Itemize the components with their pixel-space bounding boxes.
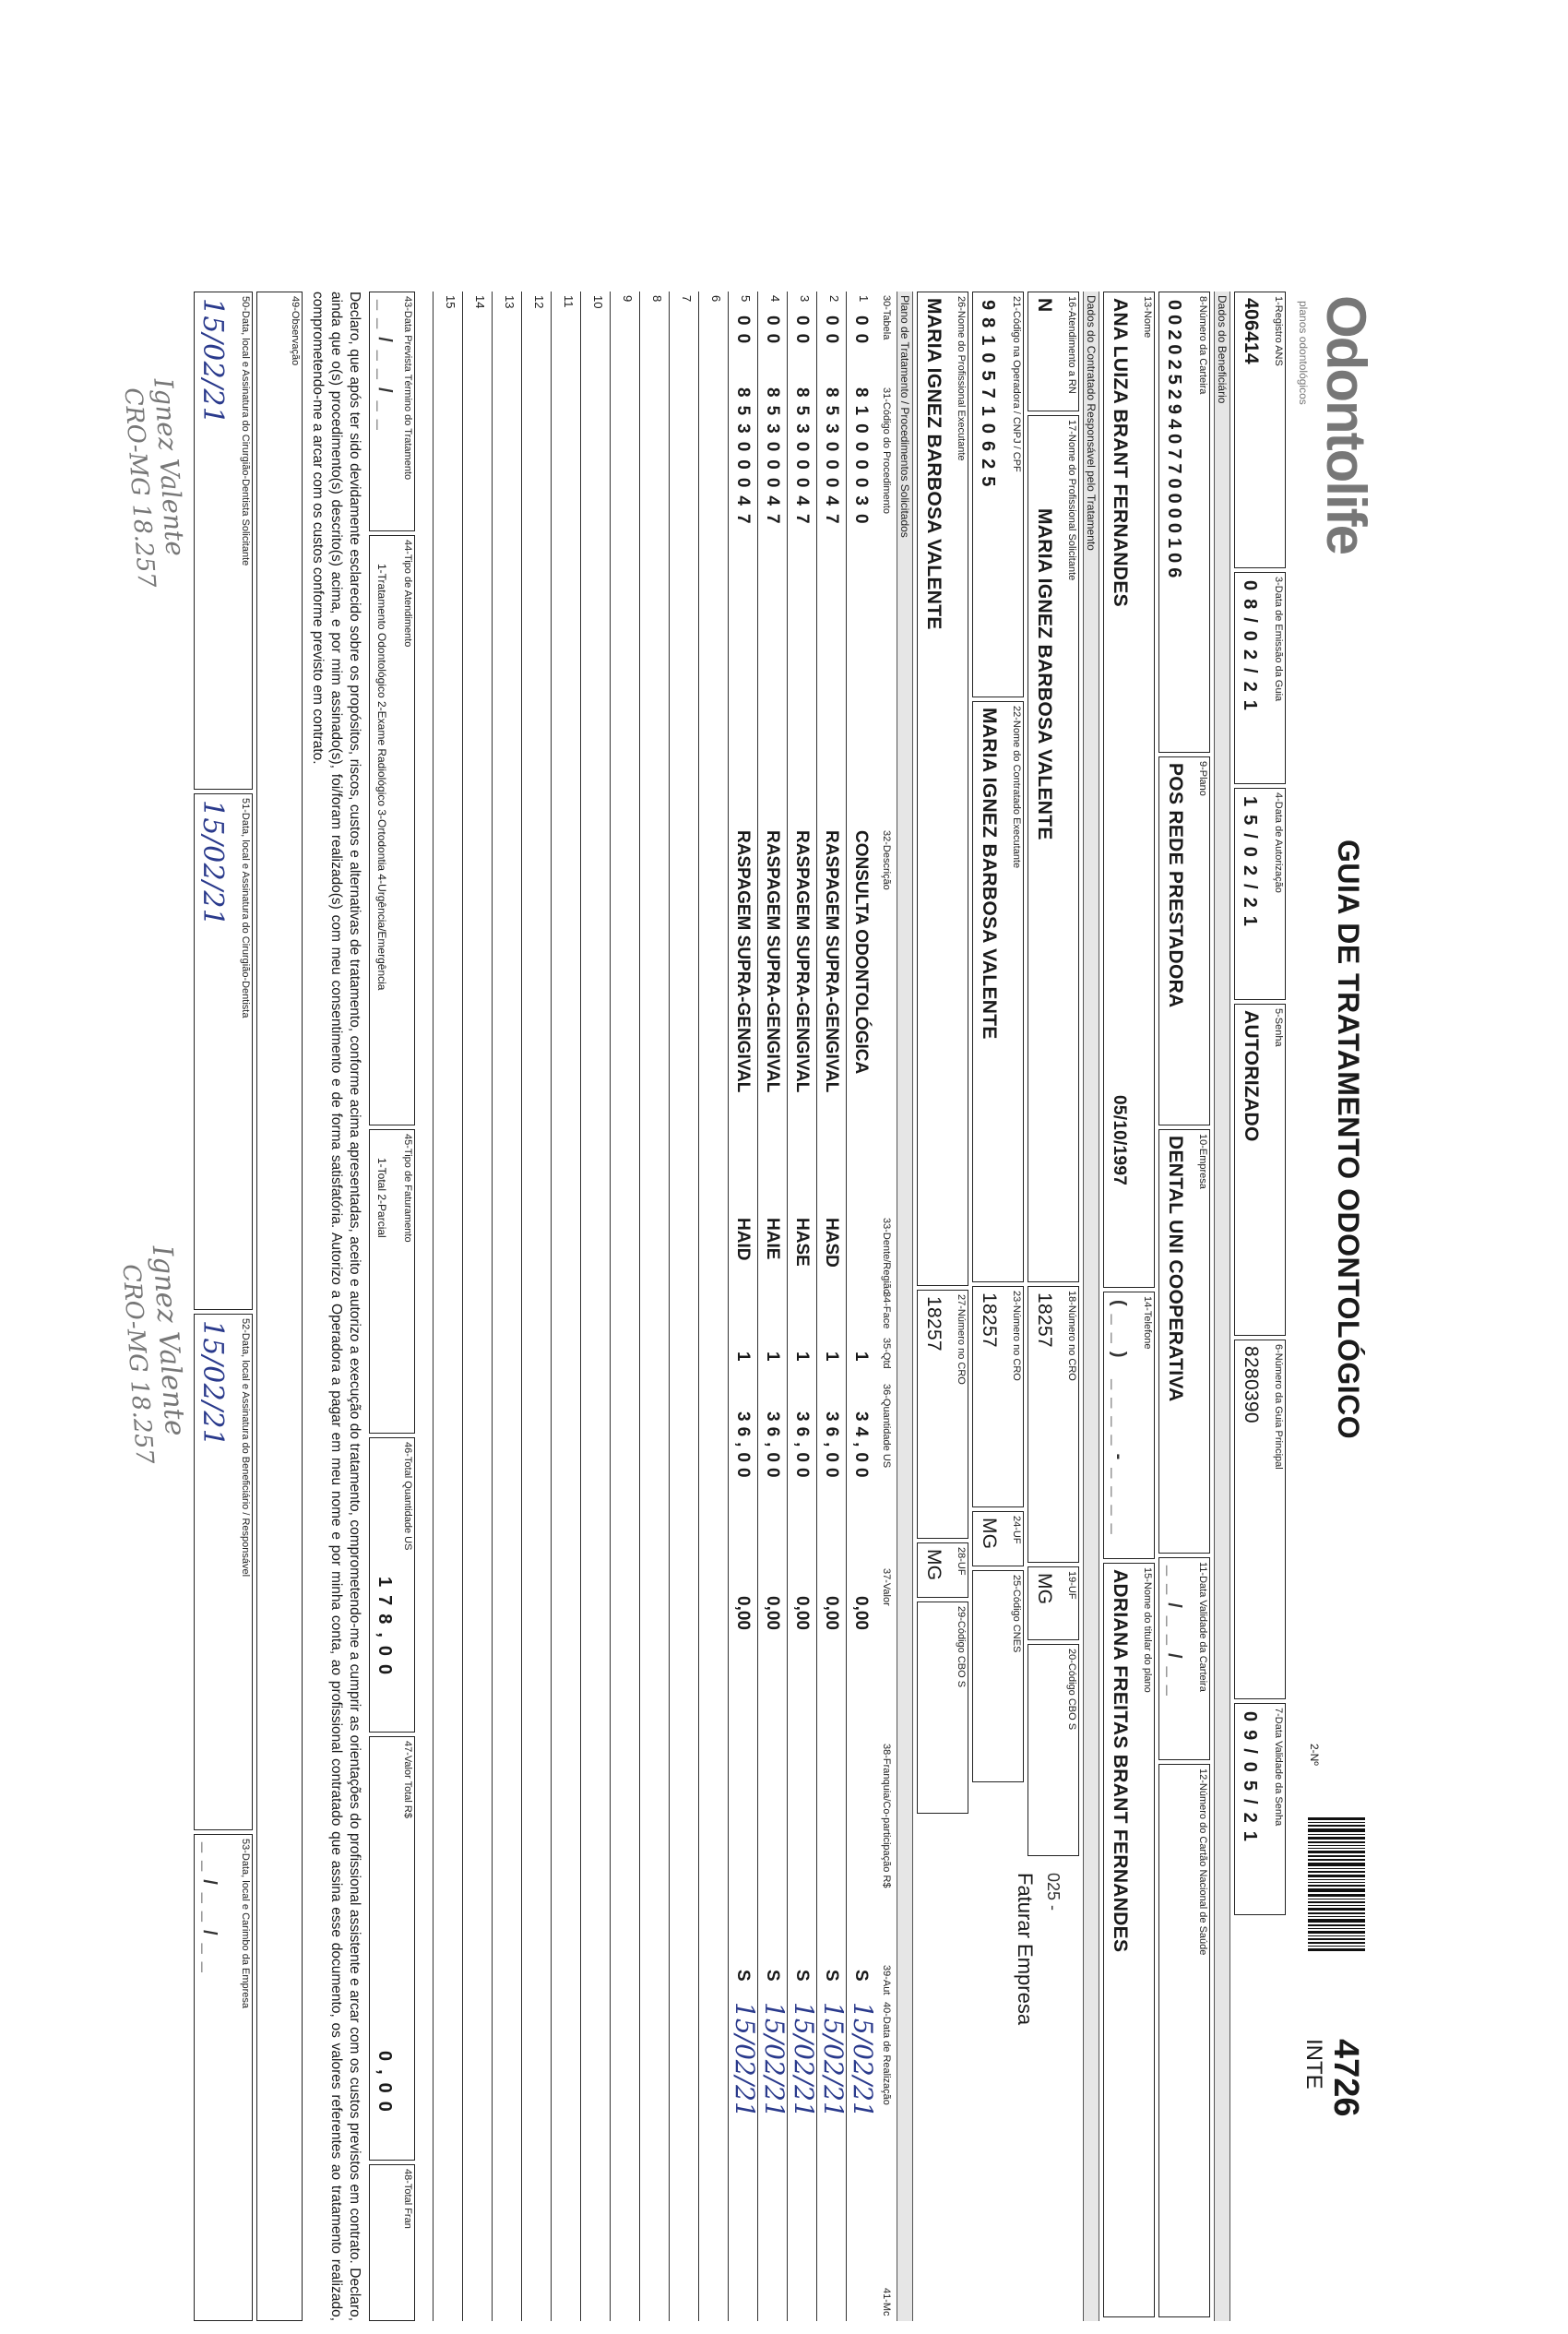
- col-descricao: 32-Descrição: [881, 830, 892, 890]
- dente-cell: HASE: [792, 1218, 812, 1267]
- stamp-name-1: Ignez Valente: [148, 377, 191, 557]
- declaracao-text: Declaro, que após ter sido devidamente esclarecido sobre os propósitos, riscos, custos e alternativas de tratamento, conforme acima apresentadas, aceito e autorizo a execução do tratamento, comprometendo-me a cumprir as orientações do profissional assistente e arcar com os custos previstos em contrato. Declaro, ainda que o(s) procedimento(s) descrito(s) acima, e por mim assinado(s), foi/foram realizado(s) com meu consentimento e de forma satisfatória. Autorizo a Operadora a pagar em meu nome e por minha conta, ao profissional contratado que assina esse documento, os valores referentes ao tratamento realizado, comprometendo-me a arcar com os custos conforme previsto em contrato.: [310, 292, 362, 2321]
- executante-field: 22-Nome do Contratado Executante MARIA IGNEZ BARBOSA VALENTE: [972, 701, 1024, 1282]
- row-underline: [433, 292, 434, 2321]
- row-number: 3: [798, 295, 812, 303]
- previsao-termino-field: 43-Data Prevista Término do Tratamento __/__/__: [369, 292, 415, 531]
- cnes-field: 25-Código CNES: [972, 1570, 1024, 1782]
- qtd-us-cell: 36,00: [733, 1411, 753, 1483]
- tabela-cell: 00: [851, 316, 871, 352]
- total-us-field: 46-Total Quantidade US 178,00: [369, 1437, 415, 1733]
- qtd-us-cell: 36,00: [763, 1411, 782, 1483]
- data-emissao-field: 3-Data de Emissão da Guia 08/02/21: [1234, 572, 1286, 784]
- cbo-note: 025 -: [1044, 1873, 1063, 1911]
- tipo-faturamento-field: 45-Tipo de Faturamento 1-Total 2-Parcial: [369, 1129, 415, 1434]
- page-title: GUIA DE TRATAMENTO ODONTOLÓGICO: [1332, 840, 1365, 1440]
- row-number: 13: [503, 295, 517, 309]
- data-realizacao-cell: 15/02/21: [759, 2002, 790, 2118]
- row-number: 10: [591, 295, 605, 309]
- col-codigo: 31-Código do Procedimento: [881, 387, 892, 514]
- aut-cell: S: [792, 1970, 812, 1982]
- assinatura-executante-field: 51-Data, local e Assinatura do Cirurgião-Dentista 15/02/21: [194, 793, 253, 1310]
- dente-cell: HAIE: [763, 1218, 782, 1260]
- guide-number-label: 2-Nº: [1308, 1744, 1321, 1766]
- row-number: 4: [768, 295, 782, 303]
- qtd-cell: 1: [763, 1352, 782, 1362]
- stamp-cro-2: CRO-MG 18.257: [116, 1263, 159, 1465]
- data-nascimento: 05/10/1997: [1110, 1095, 1129, 1186]
- codigo-cell: 85300047: [792, 387, 812, 532]
- col-dente: 33-Dente/Região: [881, 1218, 892, 1295]
- validade-senha-field: 7-Data Validade da Senha 09/05/21: [1234, 1703, 1286, 1915]
- data-realizacao-cell: 15/02/21: [818, 2002, 849, 2118]
- uf-exec-field: 24-UF MG: [972, 1511, 1024, 1566]
- cro-prof-field: 27-Número no CRO 18257: [917, 1290, 968, 1539]
- qtd-us-cell: 34,00: [851, 1411, 871, 1483]
- row-number: 12: [532, 295, 546, 309]
- col-face: 34-Face: [881, 1292, 892, 1329]
- guide-form: [0, 268, 1402, 2334]
- row-number: 8: [650, 295, 664, 303]
- solicitante-field: 17-Nome do Profissional Solicitante MARIA IGNEZ BARBOSA VALENTE: [1028, 415, 1079, 1282]
- row-underline: [728, 292, 729, 2321]
- plano-section: Plano de Tratamento / Procedimentos Solicitados: [897, 292, 913, 2321]
- faturar-empresa: Faturar Empresa: [1014, 1873, 1037, 2026]
- dente-cell: HAID: [733, 1218, 753, 1261]
- tabela-cell: 00: [763, 316, 782, 352]
- cns-field: 12-Número do Cartão Nacional de Saúde: [1158, 1764, 1210, 2317]
- row-number: 1: [857, 295, 871, 303]
- data-autorizacao-field: 4-Data de Autorização 15/02/21: [1234, 788, 1286, 1000]
- codigo-cell: 85300047: [733, 387, 753, 532]
- data-realizacao-cell: 15/02/21: [848, 2002, 878, 2118]
- qtd-us-cell: 36,00: [792, 1411, 812, 1483]
- franquia-total-field: 48-Total Fran: [369, 2164, 415, 2321]
- tabela-cell: 00: [822, 316, 841, 352]
- row-number: 15: [444, 295, 457, 309]
- descricao-cell: CONSULTA ODONTOLÓGICA: [851, 830, 871, 1075]
- col-data-realizacao: 40-Data de Realização: [881, 2002, 892, 2105]
- row-number: 7: [680, 295, 694, 303]
- cbo-field: 20-Código CBO S: [1028, 1644, 1079, 1856]
- guide-number: 4726: [1326, 2039, 1365, 2117]
- codigo-operadora-field: 21-Código na Operadora / CNPJ / CPF 98105710625: [972, 292, 1024, 697]
- titular-field: 15-Nome do titular do plano ADRIANA FREITAS BRANT FERNANDES: [1103, 1563, 1155, 2317]
- contratado-section: Dados do Contratado Responsável pelo Tratamento: [1083, 292, 1099, 2321]
- descricao-cell: RASPAGEM SUPRA-GENGIVAL: [733, 830, 753, 1093]
- qtd-cell: 1: [851, 1352, 871, 1362]
- barcode: [1308, 1817, 1365, 2020]
- row-underline: [551, 292, 552, 2321]
- col-aut: 39-Aut: [881, 1965, 892, 1995]
- aut-cell: S: [851, 1970, 871, 1982]
- col-tabela: 30-Tabela: [881, 295, 892, 340]
- row-underline: [492, 292, 493, 2321]
- row-underline: [639, 292, 640, 2321]
- col-qtd: 35-Qtd: [881, 1338, 892, 1369]
- carimbo-empresa-field: 53-Data, local e Carimbo da Empresa __/__/__: [194, 1834, 253, 2321]
- assinatura-beneficiario-field: 52-Data, local e Assinatura do Beneficiário / Responsável 15/02/21: [194, 1314, 253, 1830]
- row-underline: [669, 292, 670, 2321]
- logo-tagline: planos odontológicos: [1297, 301, 1310, 405]
- uf-prof-field: 28-UF MG: [917, 1542, 968, 1598]
- uf-field: 19-UF MG: [1028, 1566, 1079, 1640]
- col-valor: 37-Valor: [881, 1568, 892, 1606]
- guide-number-suffix: INTE: [1301, 2039, 1326, 2090]
- aut-cell: S: [822, 1970, 841, 1982]
- row-number: 2: [827, 295, 841, 303]
- descricao-cell: RASPAGEM SUPRA-GENGIVAL: [792, 830, 812, 1093]
- plano-field: 9-Plano POS REDE PRESTADORA: [1158, 756, 1210, 1125]
- observacao-field: 49-Observação: [256, 292, 303, 2321]
- stamp-cro-1: CRO-MG 18.257: [118, 387, 160, 589]
- qtd-cell: 1: [792, 1352, 812, 1362]
- descricao-cell: RASPAGEM SUPRA-GENGIVAL: [763, 830, 782, 1093]
- prof-exec-field: 26-Nome do Profissional Executante MARIA IGNEZ BARBOSA VALENTE: [917, 292, 968, 1286]
- qtd-cell: 1: [733, 1352, 753, 1362]
- row-number: 5: [739, 295, 753, 303]
- valor-cell: 0,00: [733, 1596, 753, 1630]
- carteira-field: 8-Número da Carteira 0020252940770000106: [1158, 292, 1210, 753]
- cro-field: 18-Número no CRO 18257: [1028, 1286, 1079, 1563]
- validade-carteira-field: 11-Data Validade da Carteira __/__/__: [1158, 1557, 1210, 1760]
- row-underline: [580, 292, 581, 2321]
- assinatura-beneficiario-data: 15/02/21: [196, 1320, 229, 1447]
- assinatura-solicitante-field: 50-Data, local e Assinatura do Cirurgião-Dentista Solicitante 15/02/21: [194, 292, 253, 790]
- nome-field: 13-Nome ANA LUIZA BRANT FERNANDES 05/10/1997: [1103, 292, 1155, 1288]
- col-qtd-us: 36-Quantidade US: [881, 1384, 892, 1469]
- logo: Odontolife: [1315, 295, 1377, 554]
- qtd-cell: 1: [822, 1352, 841, 1362]
- col-franquia: 38-Franquia/Co-participação R$: [881, 1744, 892, 1888]
- tipo-atendimento-field: 44-Tipo de Atendimento 1-Tratamento Odontológico 2-Exame Radiológico 3-Ortodontia 4-Urgência/Emergência: [369, 535, 415, 1125]
- beneficiario-section: Dados do Beneficiário: [1214, 292, 1230, 2321]
- codigo-cell: 85300047: [763, 387, 782, 532]
- empresa-field: 10-Empresa DENTAL UNI COOPERATIVA: [1158, 1129, 1210, 1554]
- row-underline: [610, 292, 611, 2321]
- rn-field: 16-Atendimento a RN N: [1028, 292, 1079, 411]
- descricao-cell: RASPAGEM SUPRA-GENGIVAL: [822, 830, 841, 1093]
- data-realizacao-cell: 15/02/21: [789, 2002, 819, 2118]
- assinatura-executante-data: 15/02/21: [196, 800, 229, 927]
- guia-principal-field: 6-Número da Guia Principal 8280390: [1234, 1340, 1286, 1699]
- registro-ans-field: 1-Registro ANS 406414: [1234, 292, 1286, 568]
- cbo-prof-field: 29-Código CBO S: [917, 1602, 968, 1814]
- col-mc: 41-Mc: [881, 2288, 892, 2316]
- codigo-cell: 85300047: [822, 387, 841, 532]
- row-number: 6: [709, 295, 723, 303]
- tabela-cell: 00: [792, 316, 812, 352]
- valor-cell: 0,00: [851, 1596, 871, 1630]
- cro-exec-field: 23-Número no CRO 18257: [972, 1286, 1024, 1507]
- valor-cell: 0,00: [822, 1596, 841, 1630]
- row-underline: [521, 292, 522, 2321]
- stamp-name-2: Ignez Valente: [145, 1244, 192, 1437]
- aut-cell: S: [763, 1970, 782, 1982]
- aut-cell: S: [733, 1970, 753, 1982]
- senha-field: 5-Senha AUTORIZADO: [1234, 1004, 1286, 1336]
- valor-cell: 0,00: [792, 1596, 812, 1630]
- assinatura-solicitante-data: 15/02/21: [196, 298, 229, 425]
- row-underline: [462, 292, 463, 2321]
- dente-cell: HASD: [822, 1218, 841, 1268]
- tabela-cell: 00: [733, 316, 753, 352]
- row-number: 9: [621, 295, 635, 303]
- telefone-field: 14-Telefone (__) ____-____: [1103, 1292, 1155, 1559]
- qtd-us-cell: 36,00: [822, 1411, 841, 1483]
- valor-cell: 0,00: [763, 1596, 782, 1630]
- valor-total-field: 47-Valor Total R$ 0,00: [369, 1736, 415, 2161]
- codigo-cell: 81000030: [851, 387, 871, 532]
- row-underline: [698, 292, 699, 2321]
- data-realizacao-cell: 15/02/21: [730, 2002, 760, 2118]
- row-number: 11: [562, 295, 576, 308]
- row-number: 14: [473, 295, 487, 309]
